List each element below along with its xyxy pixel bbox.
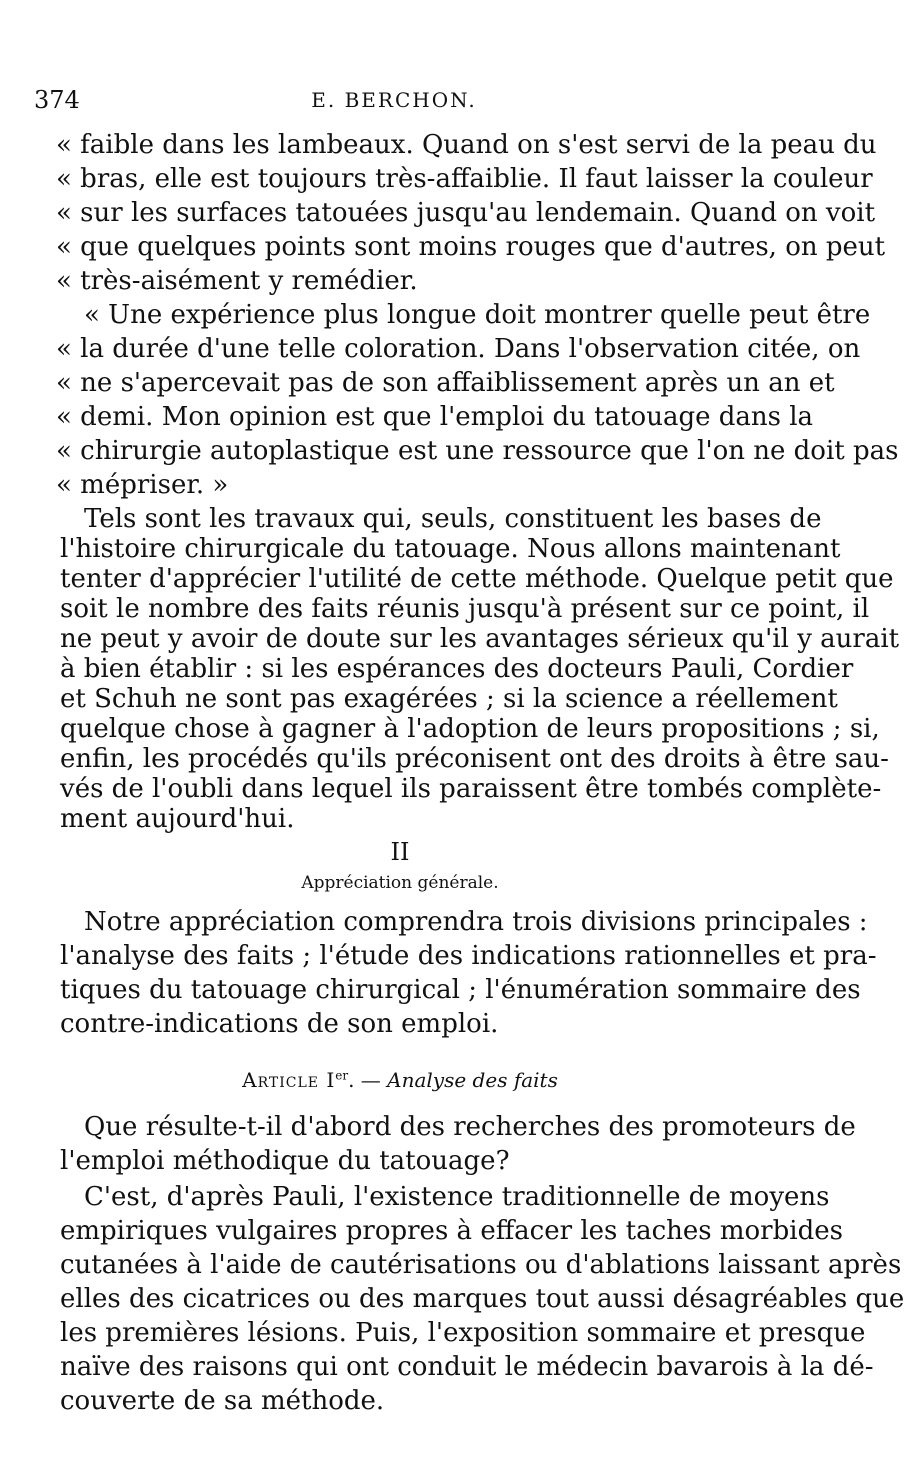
text-line: l'emploi méthodique du tatouage? [60,1146,510,1176]
text-line: ne peut y avoir de doute sur les avantages sérieux qu'il y aurait [60,624,900,654]
text-line: Que résulte-t-il d'abord des recherches des promoteurs de [84,1112,856,1142]
text-line: « Une expérience plus longue doit montrer quelle peut être [84,300,871,330]
text-line: « faible dans les lambeaux. Quand on s'est servi de la peau du [56,130,877,160]
article-title: Analyse des faits [387,1068,558,1092]
page-header [34,86,754,120]
article-superscript: er [335,1068,349,1083]
text-line: tiques du tatouage chirurgical ; l'énumération sommaire des [60,975,861,1005]
text-line: naïve des raisons qui ont conduit le médecin bavarois à la dé- [60,1352,874,1382]
text-line: enfin, les procédés qu'ils préconisent ont des droits à être sau- [60,744,889,774]
text-line: tenter d'apprécier l'utilité de cette méthode. Quelque petit que [60,564,894,594]
text-line: quelque chose à gagner à l'adoption de leurs propositions ; si, [60,714,880,744]
text-line: « mépriser. » [56,470,229,500]
page-number: 374 [34,86,80,114]
text-line: et Schuh ne sont pas exagérées ; si la science a réellement [60,684,838,714]
section-title: Appréciation générale. [301,873,499,893]
text-line: Notre appréciation comprendra trois divisions principales : [84,907,868,937]
text-line: l'histoire chirurgicale du tatouage. Nous allons maintenant [60,534,841,564]
running-head: E. BERCHON. [311,88,477,112]
text-line: elles des cicatrices ou des marques tout aussi désagréables que [60,1284,904,1314]
text-line: les premières lésions. Puis, l'exposition sommaire et presque [60,1318,866,1348]
article-separator: . — [348,1068,381,1092]
text-line: ment aujourd'hui. [60,804,295,834]
text-line: « très-aisément y remédier. [56,266,418,296]
text-line: « que quelques points sont moins rouges que d'autres, on peut [56,232,886,262]
article-heading [0,1068,800,1092]
text-line: « sur les surfaces tatouées jusqu'au lendemain. Quand on voit [56,198,876,228]
text-line: contre-indications de son emploi. [60,1009,499,1039]
text-line: soit le nombre des faits réunis jusqu'à présent sur ce point, il [60,594,870,624]
text-line: vés de l'oubli dans lequel ils paraissent être tombés complète- [60,774,882,804]
article-label: Article I [242,1068,336,1092]
text-line: « demi. Mon opinion est que l'emploi du tatouage dans la [56,402,814,432]
section-number: II [390,838,410,866]
text-line: « chirurgie autoplastique est une ressource que l'on ne doit pas [56,436,899,466]
text-line: Tels sont les travaux qui, seuls, constituent les bases de [84,504,822,534]
text-line: couverte de sa méthode. [60,1386,385,1416]
text-line: C'est, d'après Pauli, l'existence traditionnelle de moyens [84,1182,830,1212]
text-line: « la durée d'une telle coloration. Dans l'observation citée, on [56,334,861,364]
text-line: l'analyse des faits ; l'étude des indications rationnelles et pra- [60,941,877,971]
text-line: empiriques vulgaires propres à effacer les taches morbides [60,1216,843,1246]
text-line: « bras, elle est toujours très-affaiblie. Il faut laisser la couleur [56,164,873,194]
text-line: à bien établir : si les espérances des docteurs Pauli, Cordier [60,654,854,684]
text-line: cutanées à l'aide de cautérisations ou d'ablations laissant après [60,1250,902,1280]
text-line: « ne s'apercevait pas de son affaiblissement après un an et [56,368,835,398]
